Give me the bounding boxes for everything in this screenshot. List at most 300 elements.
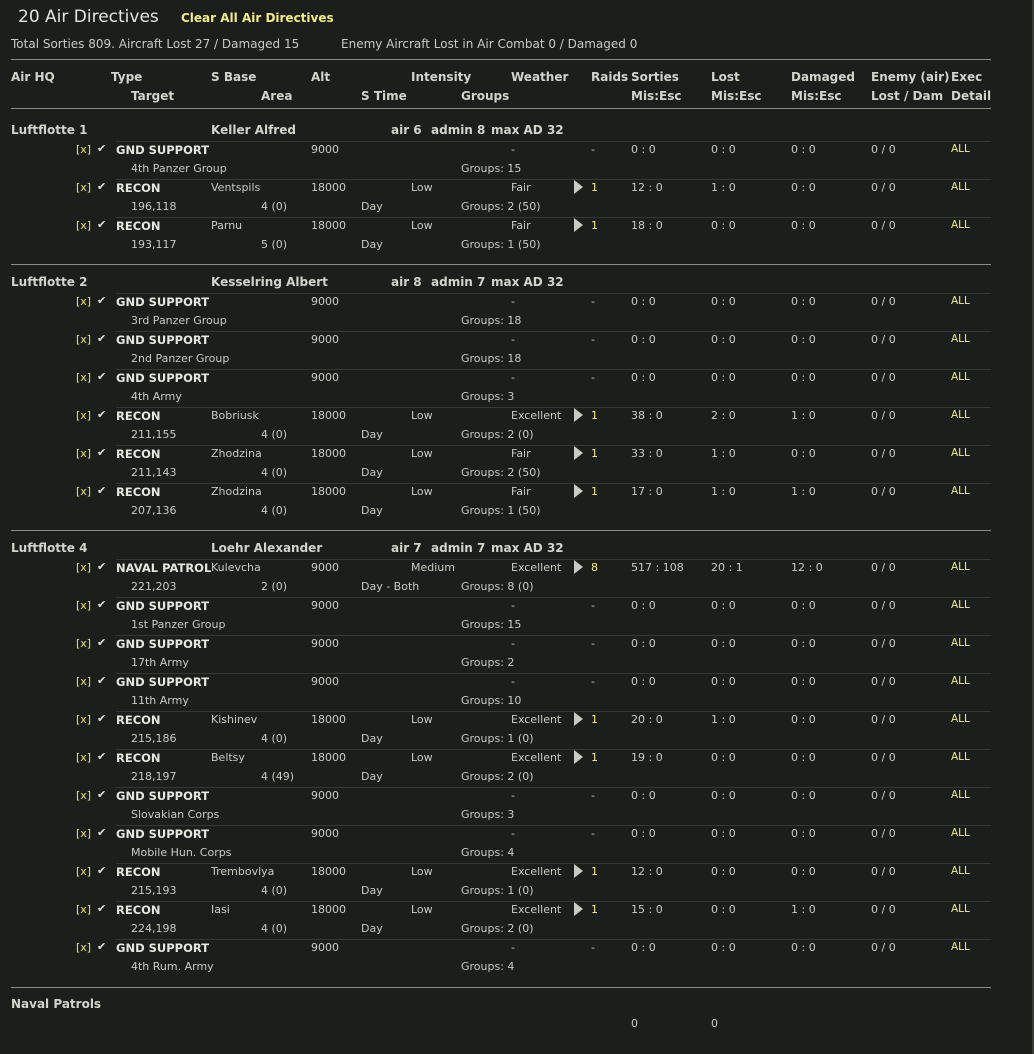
directive-lost: 1 : 0 <box>711 181 736 194</box>
directive-area: 4 (0) <box>261 884 288 897</box>
directive-active-checkbox[interactable]: ✔ <box>97 370 107 383</box>
row-divider <box>116 217 991 218</box>
directive-damaged: 0 : 0 <box>791 219 816 232</box>
directive-lost: 1 : 0 <box>711 447 736 460</box>
directive-damaged: 1 : 0 <box>791 485 816 498</box>
row-divider <box>116 939 991 940</box>
directive-damaged: 0 : 0 <box>791 637 816 650</box>
air-hq-admin-rating: admin 8 <box>431 123 486 137</box>
remove-directive-button[interactable]: [x] <box>76 371 92 384</box>
directive-intensity: Low <box>411 865 433 878</box>
raid-detail-arrow-icon[interactable] <box>574 180 583 194</box>
directive-damaged: 0 : 0 <box>791 827 816 840</box>
directive-sorties: 20 : 0 <box>631 713 663 726</box>
column-header: Mis:Esc <box>711 89 762 103</box>
remove-directive-button[interactable]: [x] <box>76 903 92 916</box>
directive-groups: Groups: 18 <box>461 314 522 327</box>
directive-enemy-air: 0 / 0 <box>871 637 896 650</box>
exec-detail-all-link[interactable]: ALL <box>951 219 970 231</box>
exec-detail-all-link[interactable]: ALL <box>951 865 970 877</box>
directive-type[interactable]: RECON <box>116 485 161 499</box>
row-divider <box>116 787 991 788</box>
directive-lost: 0 : 0 <box>711 827 736 840</box>
directive-active-checkbox[interactable]: ✔ <box>97 788 107 801</box>
column-header: S Base <box>211 70 257 84</box>
directive-enemy-air: 0 / 0 <box>871 333 896 346</box>
directive-groups: Groups: 15 <box>461 618 522 631</box>
directive-weather: Excellent <box>511 865 562 878</box>
directive-active-checkbox[interactable]: ✔ <box>97 142 107 155</box>
remove-directive-button[interactable]: [x] <box>76 219 92 232</box>
directive-lost: 0 : 0 <box>711 941 736 954</box>
raid-detail-arrow-icon[interactable] <box>574 864 583 878</box>
directive-groups: Groups: 2 (50) <box>461 200 541 213</box>
exec-detail-all-link[interactable]: ALL <box>951 485 970 497</box>
directive-weather: - <box>511 827 515 840</box>
directive-type[interactable]: RECON <box>116 713 161 727</box>
remove-directive-button[interactable]: [x] <box>76 827 92 840</box>
exec-detail-all-link[interactable]: ALL <box>951 143 970 155</box>
directive-sorties: 19 : 0 <box>631 751 663 764</box>
directive-raids: - <box>591 143 595 156</box>
directive-groups: Groups: 8 (0) <box>461 580 534 593</box>
remove-directive-button[interactable]: [x] <box>76 675 92 688</box>
exec-detail-all-link[interactable]: ALL <box>951 333 970 345</box>
directive-raids: - <box>591 675 595 688</box>
directive-altitude: 18000 <box>311 485 346 498</box>
directive-enemy-air: 0 / 0 <box>871 219 896 232</box>
air-hq-air-rating: air 6 <box>391 123 422 137</box>
directive-altitude: 9000 <box>311 941 339 954</box>
directive-active-checkbox[interactable]: ✔ <box>97 940 107 953</box>
directive-type[interactable]: GND SUPPORT <box>116 295 210 309</box>
directive-time: Day <box>361 238 383 251</box>
remove-directive-button[interactable]: [x] <box>76 789 92 802</box>
directive-area: 4 (0) <box>261 922 288 935</box>
directive-type[interactable]: NAVAL PATROL <box>116 561 212 575</box>
directive-area: 4 (0) <box>261 466 288 479</box>
directive-damaged: 0 : 0 <box>791 865 816 878</box>
raid-detail-arrow-icon[interactable] <box>574 560 583 574</box>
directive-base: Zhodzina <box>211 485 262 498</box>
directive-type[interactable]: GND SUPPORT <box>116 143 210 157</box>
directive-raids: 1 <box>591 447 598 460</box>
directive-sorties: 0 : 0 <box>631 675 656 688</box>
exec-detail-all-link[interactable]: ALL <box>951 371 970 383</box>
row-divider <box>116 559 991 560</box>
directive-altitude: 9000 <box>311 371 339 384</box>
directive-active-checkbox[interactable]: ✔ <box>97 484 107 497</box>
directive-time: Day <box>361 466 383 479</box>
column-header: S Time <box>361 89 407 103</box>
air-hq-admin-rating: admin 7 <box>431 541 486 555</box>
directive-type[interactable]: GND SUPPORT <box>116 333 210 347</box>
directive-base: Bobriusk <box>211 409 259 422</box>
directive-groups: Groups: 15 <box>461 162 522 175</box>
directive-lost: 0 : 0 <box>711 789 736 802</box>
raid-detail-arrow-icon[interactable] <box>574 902 583 916</box>
raid-detail-arrow-icon[interactable] <box>574 218 583 232</box>
directive-weather: Fair <box>511 447 531 460</box>
directive-intensity: Medium <box>411 561 455 574</box>
directive-target: 2nd Panzer Group <box>131 352 230 365</box>
directive-groups: Groups: 1 (50) <box>461 238 541 251</box>
directive-sorties: 0 : 0 <box>631 333 656 346</box>
directive-damaged: 1 : 0 <box>791 903 816 916</box>
directive-target: 11th Army <box>131 694 189 707</box>
remove-directive-button[interactable]: [x] <box>76 941 92 954</box>
directive-lost: 0 : 0 <box>711 371 736 384</box>
directive-active-checkbox[interactable]: ✔ <box>97 636 107 649</box>
directive-active-checkbox[interactable]: ✔ <box>97 826 107 839</box>
directive-intensity: Low <box>411 447 433 460</box>
directive-altitude: 9000 <box>311 295 339 308</box>
directive-intensity: Low <box>411 713 433 726</box>
directive-raids: 8 <box>591 561 598 574</box>
directive-altitude: 9000 <box>311 675 339 688</box>
raid-detail-arrow-icon[interactable] <box>574 750 583 764</box>
directive-sorties: 0 : 0 <box>631 371 656 384</box>
directive-sorties: 17 : 0 <box>631 485 663 498</box>
directive-area: 4 (0) <box>261 428 288 441</box>
raid-detail-arrow-icon[interactable] <box>574 484 583 498</box>
directive-altitude: 9000 <box>311 143 339 156</box>
column-header: Groups <box>461 89 510 103</box>
remove-directive-button[interactable]: [x] <box>76 561 92 574</box>
directive-active-checkbox[interactable]: ✔ <box>97 294 107 307</box>
directive-enemy-air: 0 / 0 <box>871 789 896 802</box>
raid-detail-arrow-icon[interactable] <box>574 712 583 726</box>
directive-sorties: 38 : 0 <box>631 409 663 422</box>
directive-target: 193,117 <box>131 238 177 251</box>
directive-active-checkbox[interactable]: ✔ <box>97 750 107 763</box>
directive-area: 2 (0) <box>261 580 288 593</box>
air-hq-air-rating: air 7 <box>391 541 422 555</box>
air-hq-max-ad: max AD 32 <box>491 123 564 137</box>
directive-type[interactable]: RECON <box>116 751 161 765</box>
column-header: Intensity <box>411 70 472 84</box>
directive-target: 224,198 <box>131 922 177 935</box>
column-header: Weather <box>511 70 569 84</box>
directive-lost: 0 : 0 <box>711 295 736 308</box>
directive-raids: 1 <box>591 903 598 916</box>
remove-directive-button[interactable]: [x] <box>76 143 92 156</box>
directive-weather: Excellent <box>511 561 562 574</box>
air-hq-name[interactable]: Luftflotte 2 <box>11 275 88 289</box>
directive-raids: - <box>591 827 595 840</box>
directive-raids: - <box>591 941 595 954</box>
exec-detail-all-link[interactable]: ALL <box>951 561 970 573</box>
directive-active-checkbox[interactable]: ✔ <box>97 560 107 573</box>
directive-target: 215,186 <box>131 732 177 745</box>
directive-weather: - <box>511 789 515 802</box>
directive-damaged: 0 : 0 <box>791 789 816 802</box>
directive-damaged: 0 : 0 <box>791 941 816 954</box>
row-divider <box>116 293 991 294</box>
directive-enemy-air: 0 / 0 <box>871 371 896 384</box>
remove-directive-button[interactable]: [x] <box>76 409 92 422</box>
directive-enemy-air: 0 / 0 <box>871 295 896 308</box>
exec-detail-all-link[interactable]: ALL <box>951 409 970 421</box>
directive-altitude: 18000 <box>311 713 346 726</box>
directive-target: 211,143 <box>131 466 177 479</box>
exec-detail-all-link[interactable]: ALL <box>951 637 970 649</box>
header-divider-top <box>11 59 991 60</box>
directive-lost: 0 : 0 <box>711 333 736 346</box>
directive-damaged: 0 : 0 <box>791 675 816 688</box>
directive-target: 17th Army <box>131 656 189 669</box>
directive-active-checkbox[interactable]: ✔ <box>97 598 107 611</box>
directive-target: 4th Rum. Army <box>131 960 214 973</box>
directive-weather: - <box>511 295 515 308</box>
remove-directive-button[interactable]: [x] <box>76 485 92 498</box>
directive-base: Parnu <box>211 219 243 232</box>
directive-target: Slovakian Corps <box>131 808 220 821</box>
total-sorties-summary: Total Sorties 809. Aircraft Lost 27 / Damaged 15 <box>11 37 300 51</box>
directive-enemy-air: 0 / 0 <box>871 181 896 194</box>
directive-type[interactable]: RECON <box>116 409 161 423</box>
exec-detail-all-link[interactable]: ALL <box>951 713 970 725</box>
directive-time: Day <box>361 884 383 897</box>
remove-directive-button[interactable]: [x] <box>76 637 92 650</box>
directive-type[interactable]: GND SUPPORT <box>116 637 210 651</box>
remove-directive-button[interactable]: [x] <box>76 295 92 308</box>
directive-groups: Groups: 10 <box>461 694 522 707</box>
exec-detail-all-link[interactable]: ALL <box>951 447 970 459</box>
directive-target: 1st Panzer Group <box>131 618 226 631</box>
directive-weather: - <box>511 143 515 156</box>
directive-active-checkbox[interactable]: ✔ <box>97 674 107 687</box>
directive-groups: Groups: 3 <box>461 390 515 403</box>
directive-area: 4 (49) <box>261 770 295 783</box>
naval-sorties-total: 0 <box>631 1017 638 1030</box>
clear-all-directives-button[interactable]: Clear All Air Directives <box>181 11 334 25</box>
naval-lost-total: 0 <box>711 1017 718 1030</box>
directive-weather: Fair <box>511 181 531 194</box>
directive-groups: Groups: 2 <box>461 656 515 669</box>
directive-type[interactable]: GND SUPPORT <box>116 827 210 841</box>
column-header: Air HQ <box>11 70 55 84</box>
directive-raids: 1 <box>591 219 598 232</box>
directive-weather: Excellent <box>511 713 562 726</box>
directive-groups: Groups: 4 <box>461 960 515 973</box>
page-title: 20 Air Directives <box>18 7 159 27</box>
directive-sorties: 33 : 0 <box>631 447 663 460</box>
directive-altitude: 18000 <box>311 751 346 764</box>
directive-weather: - <box>511 637 515 650</box>
directive-groups: Groups: 18 <box>461 352 522 365</box>
row-divider <box>116 141 991 142</box>
directive-damaged: 0 : 0 <box>791 713 816 726</box>
directive-sorties: 517 : 108 <box>631 561 684 574</box>
exec-detail-all-link[interactable]: ALL <box>951 827 970 839</box>
raid-detail-arrow-icon[interactable] <box>574 408 583 422</box>
directive-sorties: 12 : 0 <box>631 865 663 878</box>
directive-active-checkbox[interactable]: ✔ <box>97 180 107 193</box>
exec-detail-all-link[interactable]: ALL <box>951 675 970 687</box>
air-hq-air-rating: air 8 <box>391 275 422 289</box>
directive-lost: 1 : 0 <box>711 713 736 726</box>
directive-active-checkbox[interactable]: ✔ <box>97 332 107 345</box>
directive-type[interactable]: RECON <box>116 447 161 461</box>
directive-time: Day - Both <box>361 580 420 593</box>
directive-time: Day <box>361 732 383 745</box>
directive-type[interactable]: GND SUPPORT <box>116 371 210 385</box>
directive-active-checkbox[interactable]: ✔ <box>97 408 107 421</box>
air-hq-name[interactable]: Luftflotte 1 <box>11 123 88 137</box>
column-header: Mis:Esc <box>631 89 682 103</box>
directive-weather: Excellent <box>511 409 562 422</box>
column-header: Mis:Esc <box>791 89 842 103</box>
directive-area: 4 (0) <box>261 504 288 517</box>
air-hq-max-ad: max AD 32 <box>491 275 564 289</box>
group-divider <box>11 530 991 531</box>
row-divider <box>116 673 991 674</box>
directive-intensity: Low <box>411 751 433 764</box>
directive-altitude: 18000 <box>311 865 346 878</box>
directive-enemy-air: 0 / 0 <box>871 941 896 954</box>
air-hq-name[interactable]: Luftflotte 4 <box>11 541 88 555</box>
directive-raids: 1 <box>591 485 598 498</box>
directive-type[interactable]: GND SUPPORT <box>116 599 210 613</box>
directive-lost: 0 : 0 <box>711 599 736 612</box>
directive-raids: - <box>591 599 595 612</box>
directive-type[interactable]: RECON <box>116 181 161 195</box>
naval-patrols-label: Naval Patrols <box>11 997 102 1011</box>
directive-enemy-air: 0 / 0 <box>871 447 896 460</box>
directive-damaged: 0 : 0 <box>791 599 816 612</box>
directive-active-checkbox[interactable]: ✔ <box>97 446 107 459</box>
directive-intensity: Low <box>411 219 433 232</box>
directive-altitude: 18000 <box>311 903 346 916</box>
directive-weather: Excellent <box>511 751 562 764</box>
remove-directive-button[interactable]: [x] <box>76 751 92 764</box>
directive-type[interactable]: RECON <box>116 903 161 917</box>
naval-divider <box>11 987 991 988</box>
remove-directive-button[interactable]: [x] <box>76 447 92 460</box>
directive-target: 211,155 <box>131 428 177 441</box>
remove-directive-button[interactable]: [x] <box>76 333 92 346</box>
row-divider <box>116 445 991 446</box>
directive-damaged: 0 : 0 <box>791 295 816 308</box>
directive-lost: 1 : 0 <box>711 485 736 498</box>
directive-raids: - <box>591 333 595 346</box>
directive-groups: Groups: 1 (50) <box>461 504 541 517</box>
directive-sorties: 0 : 0 <box>631 827 656 840</box>
directive-altitude: 9000 <box>311 789 339 802</box>
directive-weather: - <box>511 599 515 612</box>
directive-altitude: 18000 <box>311 219 346 232</box>
directive-altitude: 18000 <box>311 447 346 460</box>
exec-detail-all-link[interactable]: ALL <box>951 181 970 193</box>
directive-target: 207,136 <box>131 504 177 517</box>
directive-groups: Groups: 2 (0) <box>461 770 534 783</box>
directive-lost: 0 : 0 <box>711 903 736 916</box>
directive-altitude: 9000 <box>311 333 339 346</box>
directive-damaged: 0 : 0 <box>791 371 816 384</box>
directive-time: Day <box>361 770 383 783</box>
directive-active-checkbox[interactable]: ✔ <box>97 902 107 915</box>
directive-sorties: 0 : 0 <box>631 941 656 954</box>
directive-type[interactable]: GND SUPPORT <box>116 675 210 689</box>
directive-lost: 0 : 0 <box>711 143 736 156</box>
directive-base: Kishinev <box>211 713 258 726</box>
directive-weather: Excellent <box>511 903 562 916</box>
remove-directive-button[interactable]: [x] <box>76 865 92 878</box>
group-divider <box>11 264 991 265</box>
directive-active-checkbox[interactable]: ✔ <box>97 864 107 877</box>
directive-target: 221,203 <box>131 580 177 593</box>
directive-target: 196,118 <box>131 200 177 213</box>
column-header: Damaged <box>791 70 855 84</box>
directive-altitude: 9000 <box>311 827 339 840</box>
header-divider-bottom <box>11 108 991 109</box>
directive-enemy-air: 0 / 0 <box>871 865 896 878</box>
directive-damaged: 0 : 0 <box>791 751 816 764</box>
raid-detail-arrow-icon[interactable] <box>574 446 583 460</box>
directive-weather: - <box>511 675 515 688</box>
directive-sorties: 0 : 0 <box>631 789 656 802</box>
directive-target: 3rd Panzer Group <box>131 314 227 327</box>
directive-weather: - <box>511 333 515 346</box>
column-header: Lost / Dam <box>871 89 944 103</box>
exec-detail-all-link[interactable]: ALL <box>951 751 970 763</box>
row-divider <box>116 711 991 712</box>
directive-type[interactable]: RECON <box>116 865 161 879</box>
air-hq-commander: Keller Alfred <box>211 123 296 137</box>
remove-directive-button[interactable]: [x] <box>76 599 92 612</box>
directive-raids: 1 <box>591 181 598 194</box>
directive-enemy-air: 0 / 0 <box>871 713 896 726</box>
row-divider <box>116 863 991 864</box>
directive-damaged: 0 : 0 <box>791 447 816 460</box>
column-header: Area <box>261 89 293 103</box>
directive-active-checkbox[interactable]: ✔ <box>97 218 107 231</box>
directive-intensity: Low <box>411 903 433 916</box>
directive-target: 4th Army <box>131 390 182 403</box>
directive-damaged: 0 : 0 <box>791 333 816 346</box>
directive-base: Iasi <box>211 903 230 916</box>
directive-enemy-air: 0 / 0 <box>871 675 896 688</box>
exec-detail-all-link[interactable]: ALL <box>951 599 970 611</box>
column-header: Target <box>131 89 175 103</box>
directive-active-checkbox[interactable]: ✔ <box>97 712 107 725</box>
exec-detail-all-link[interactable]: ALL <box>951 941 970 953</box>
exec-detail-all-link[interactable]: ALL <box>951 903 970 915</box>
column-header: Raids <box>591 70 629 84</box>
directive-groups: Groups: 3 <box>461 808 515 821</box>
directive-base: Kulevcha <box>211 561 261 574</box>
remove-directive-button[interactable]: [x] <box>76 181 92 194</box>
column-header: Exec <box>951 70 983 84</box>
directive-groups: Groups: 4 <box>461 846 515 859</box>
row-divider <box>116 179 991 180</box>
remove-directive-button[interactable]: [x] <box>76 713 92 726</box>
directive-sorties: 12 : 0 <box>631 181 663 194</box>
directive-raids: - <box>591 637 595 650</box>
air-hq-commander: Kesselring Albert <box>211 275 328 289</box>
exec-detail-all-link[interactable]: ALL <box>951 789 970 801</box>
directive-type[interactable]: GND SUPPORT <box>116 941 210 955</box>
directive-enemy-air: 0 / 0 <box>871 485 896 498</box>
directive-raids: - <box>591 295 595 308</box>
row-divider <box>116 483 991 484</box>
directive-intensity: Low <box>411 409 433 422</box>
column-header: Alt <box>311 70 331 84</box>
directive-type[interactable]: GND SUPPORT <box>116 789 210 803</box>
exec-detail-all-link[interactable]: ALL <box>951 295 970 307</box>
directive-type[interactable]: RECON <box>116 219 161 233</box>
